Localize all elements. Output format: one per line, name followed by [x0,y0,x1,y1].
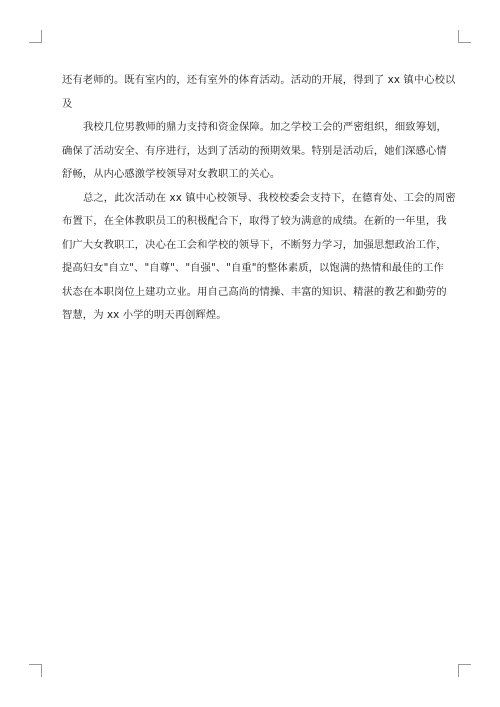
text-line: 布置下，在全体教职员工的积极配合下，取得了较为满意的成绩。在新的一年里，我 [62,215,447,227]
text-line: 还有老师的。既有室内的，还有室外的体育活动。活动的开展，得到了 xx 镇中心校以 [62,74,456,86]
crop-mark-top-left [29,30,42,43]
crop-mark-bottom-right [458,664,471,677]
text-line: 们广大女教职工，决心在工会和学校的领导下，不断努力学习，加强思想政治工作， [62,238,447,251]
text-line: 确保了活动安全、有序进行，达到了活动的预期效果。特别是活动后，她们深感心情 [62,144,447,157]
document-body [62,69,456,328]
text-line: 总之，此次活动在 xx 镇中心校领导、我校校委会支持下，在德育处、工会的周密 [83,191,456,204]
text-line: 状态在本职岗位上建功立业。用自己高尚的情操、丰富的知识、精湛的教艺和勤劳的 [62,285,447,298]
text-line: 舒畅，从内心感激学校领导对女教职工的关心。 [62,168,281,180]
crop-mark-bottom-left [29,664,42,677]
crop-mark-top-right [458,30,471,43]
text-line: 智慧，为 xx 小学的明天再创辉煌。 [62,309,227,321]
text-line: 及 [62,97,73,110]
text-line: 我校几位男教师的鼎力支持和资金保障。加之学校工会的严密组织，细致筹划， [83,121,447,133]
text-line: 提高妇女"自立"、"自尊"、"自强"、"自重"的整体素质，以饱满的热情和最佳的工作 [62,262,444,274]
